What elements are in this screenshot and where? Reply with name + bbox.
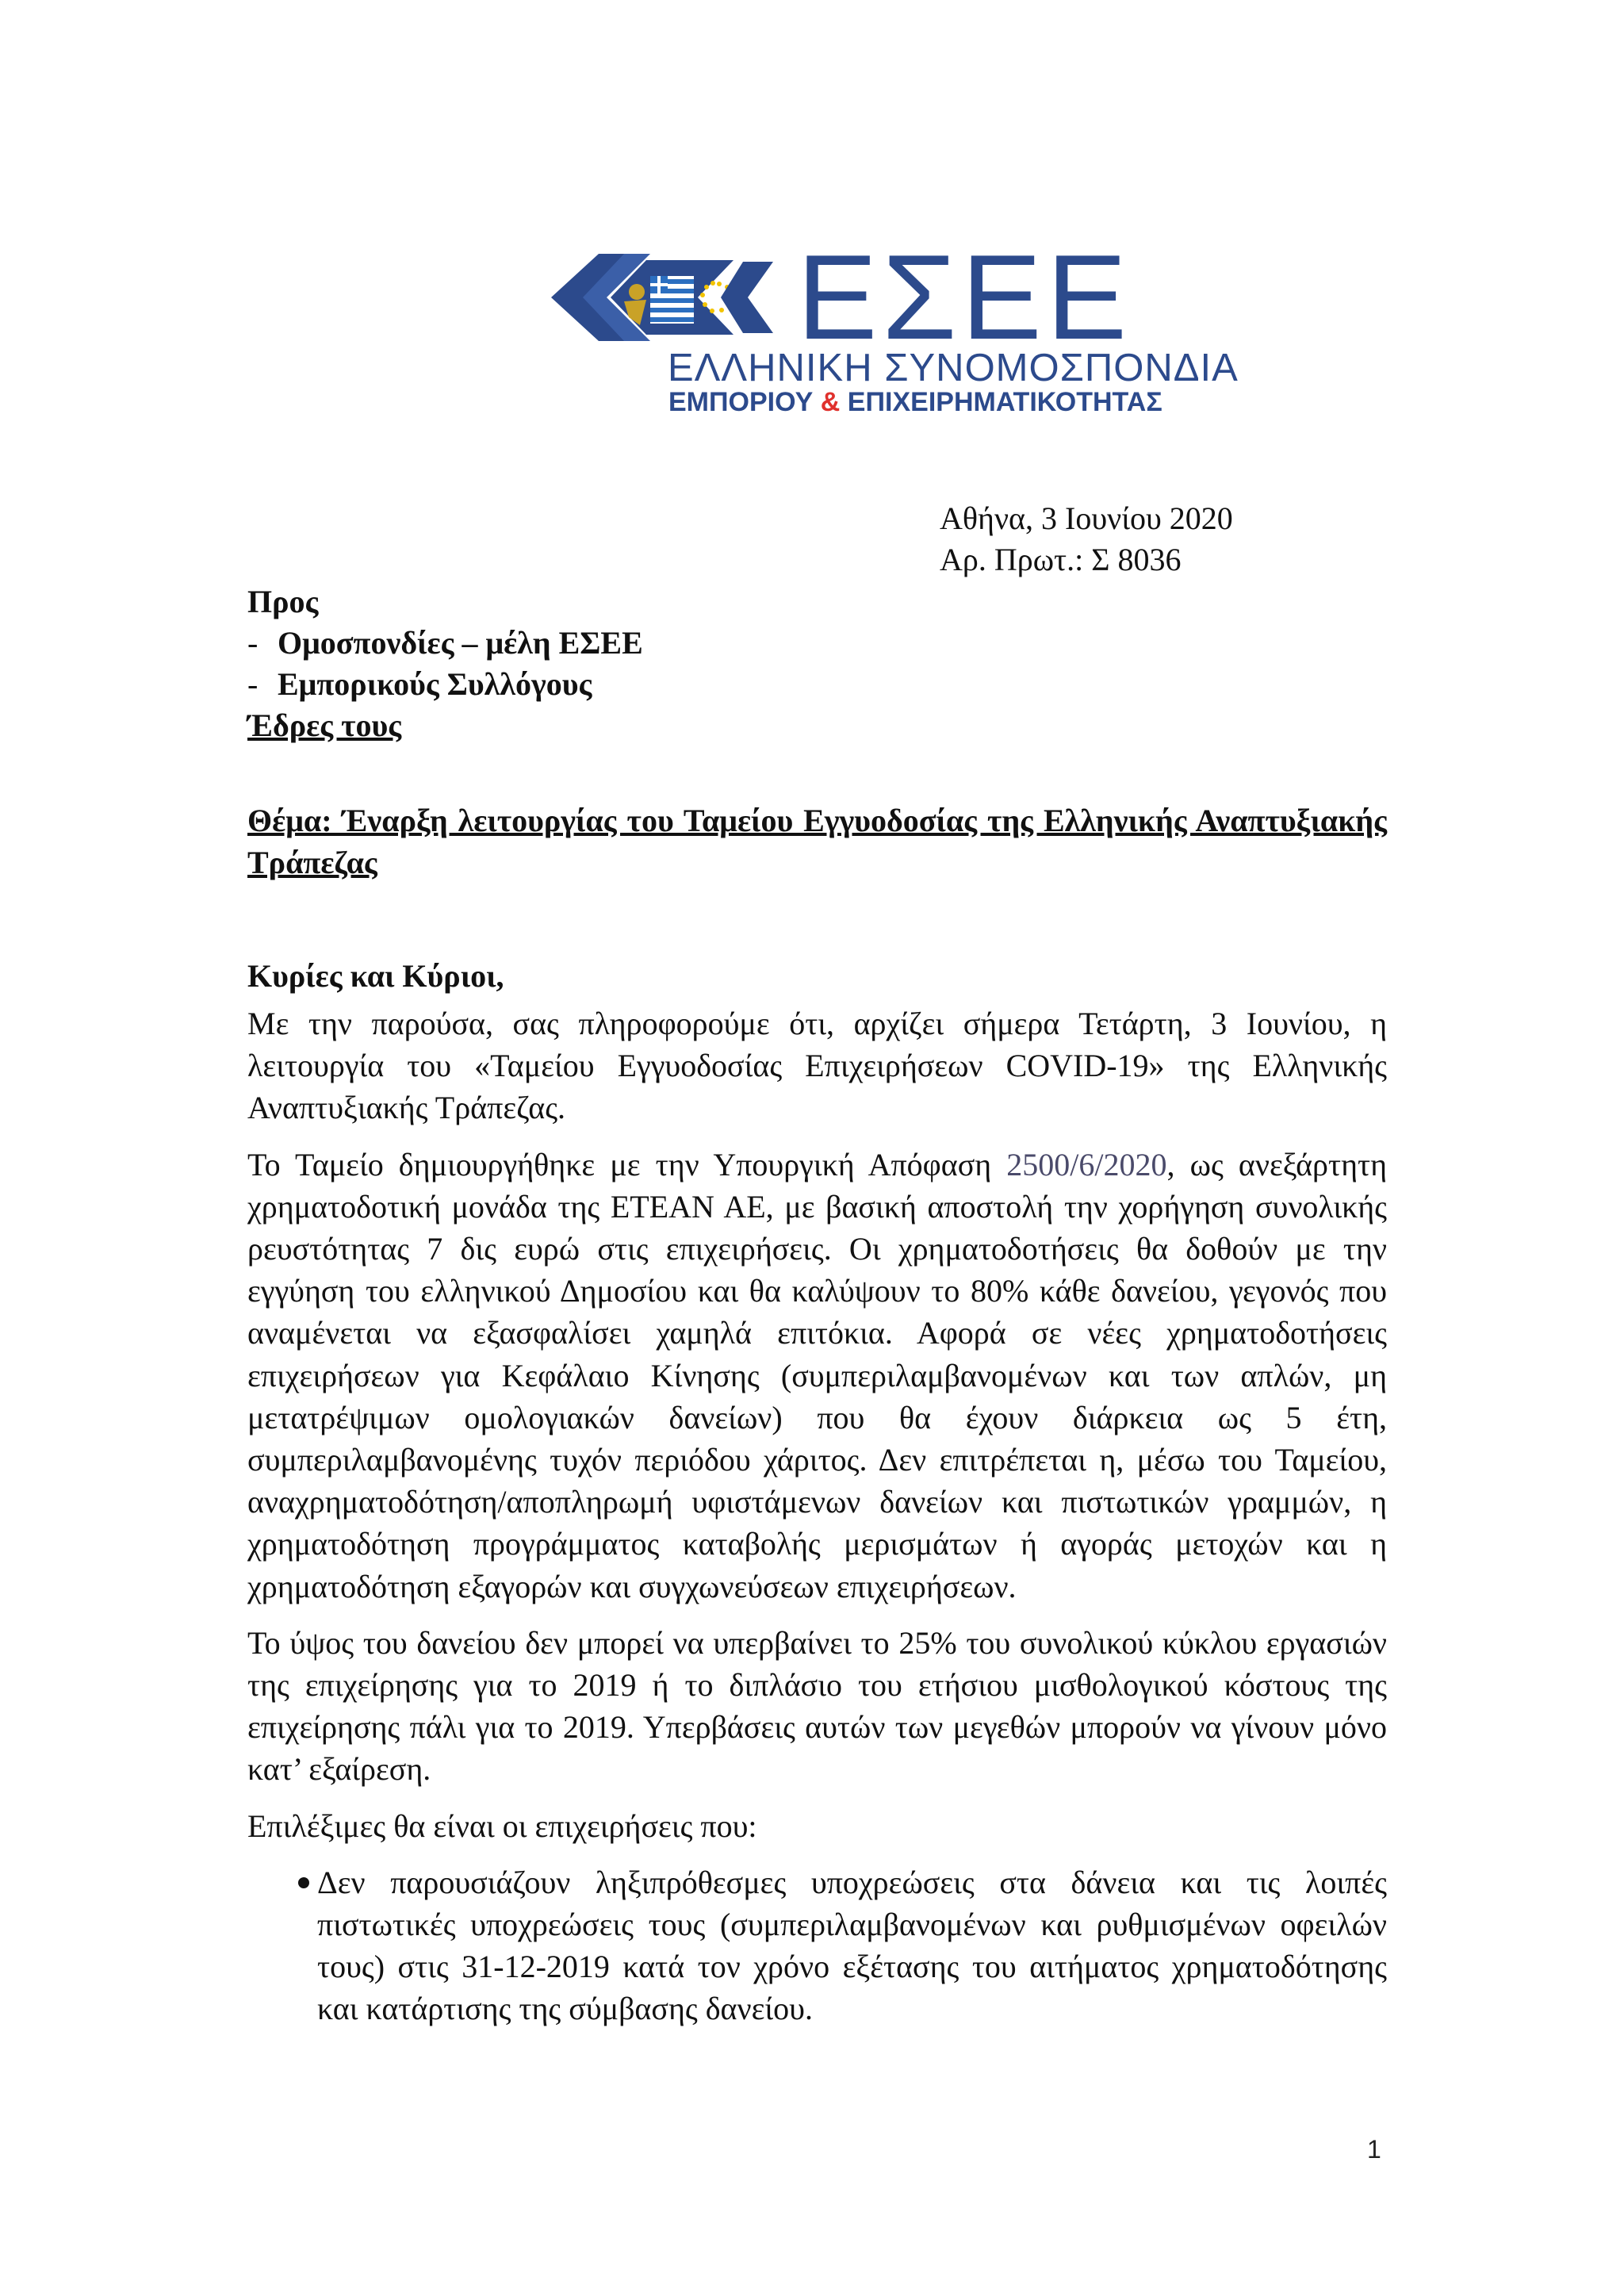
letter-body bbox=[247, 1002, 1387, 2030]
letter-date: Αθήνα, 3 Ιουνίου 2020 bbox=[940, 500, 1233, 536]
recipient-item-text: Ομοσπονδίες – μέλη ΕΣΕΕ bbox=[278, 625, 643, 661]
paragraph-2-start: Το Ταμείο δημιουργήθηκε με την Υπουργική Απόφαση bbox=[247, 1146, 1007, 1182]
recipients-to-label: Προς bbox=[247, 584, 319, 619]
logo-ampersand: & bbox=[820, 387, 841, 417]
page-number: 1 bbox=[1367, 2135, 1381, 2164]
recipient-item: - Ομοσπονδίες – μέλη ΕΣΕΕ bbox=[247, 625, 643, 661]
recipient-item: - Εμπορικούς Συλλόγους bbox=[247, 666, 592, 702]
logo-subtitle-line1: ΕΛΛΗΝΙΚΗ ΣΥΝΟΜΟΣΠΟΝΔΙΑ bbox=[668, 347, 1239, 389]
recipient-item-text: Εμπορικούς Συλλόγους bbox=[278, 666, 592, 702]
logo-chevron-icon bbox=[535, 238, 789, 357]
list-item bbox=[247, 1861, 1387, 2030]
paragraph-1: Με την παρούσα, σας πληροφορούμε ότι, αρχίζει σήμερα Τετάρτη, 3 Ιουνίου, η λειτουργία του «Ταμείου Εγγυοδοσίας Επιχειρήσεων COVID-19» της Ελληνικής Αναπτυξιακής Τράπεζας. bbox=[247, 1006, 1387, 1126]
logo-letters: ΕΣΕΕ bbox=[797, 230, 1132, 365]
bullet-icon bbox=[298, 1877, 309, 1888]
logo-line2-part1: ΕΜΠΟΡΙΟΥ bbox=[668, 387, 814, 417]
recipients-block bbox=[247, 581, 643, 746]
subject-line: Θέμα: Έναρξη λειτουργίας του Ταμείου Εγγυοδοσίας της Ελληνικής Αναπτυξιακής Τράπεζας bbox=[247, 803, 1387, 880]
decision-reference: 2500/6/2020 bbox=[1006, 1146, 1167, 1182]
paragraph-2 bbox=[247, 1144, 1387, 1608]
logo-line2-part2: ΕΠΙΧΕΙΡΗΜΑΤΙΚΟΤΗΤΑΣ bbox=[847, 387, 1162, 417]
esee-logo bbox=[535, 230, 1239, 420]
paragraph-3: Το ύψος του δανείου δεν μπορεί να υπερβαίνει το 25% του συνολικού κύκλου εργασιών της επιχείρησης για το 2019 ή το διπλάσιο του ετήσιου μισθολογικού κόστους της επιχείρησης πάλι για το 2019. Υπερβάσεις αυτών των μεγεθών μπορούν να γίνουν μόνο κατ’ εξαίρεση. bbox=[247, 1624, 1387, 1788]
eligibility-list bbox=[247, 1861, 1387, 2030]
logo-subtitle-line2 bbox=[668, 387, 1162, 417]
protocol-number: Αρ. Πρωτ.: Σ 8036 bbox=[940, 542, 1182, 577]
date-block bbox=[940, 498, 1233, 581]
paragraph-2-rest: , ως ανεξάρτητη χρηματοδοτική μονάδα της ΕΤΕΑΝ ΑΕ, με βασική αποστολή την χορήγηση συνολικής ρευστότητας 7 δις ευρώ στις επιχειρήσεις. Οι χρηματοδοτήσεις θα δοθούν με την εγγύηση του ελληνικού Δημοσίου και θα καλύψουν το 80% κάθε δανείου, γεγονός που αναμένεται να εξασφαλίσει χαμηλά επιτόκια. Αφορά σε νέες χρηματοδοτήσεις επιχειρήσεων για Κεφάλαιο Κίνησης (συμπεριλαμβανομένων και των απλών, μη μετατρέψιμων ομολογιακών δανείων) που θα έχουν διάρκεια ως 5 έτη, συμπεριλαμβανομένης τυχόν περιόδου χάριτος. Δεν επιτρέπεται η, μέσω του Ταμείου, αναχρηματοδότηση/αποπληρωμή υφιστάμενων δανείων και πιστωτικών γραμμών, η χρηματοδότηση προγράμματος καταβολής μερισμάτων ή αγοράς μετοχών και η χρηματοδότηση εξαγορών και συγχωνεύσεων επιχειρήσεων. bbox=[247, 1146, 1387, 1604]
recipients-seats: Έδρες τους bbox=[247, 707, 402, 743]
paragraph-4: Επιλέξιμες θα είναι οι επιχειρήσεις που: bbox=[247, 1807, 757, 1844]
list-item-text: Δεν παρουσιάζουν ληξιπρόθεσμες υποχρεώσεις στα δάνεια και τις λοιπές πιστωτικές υποχρεώσεις τους (συμπεριλαμβανομένων και ρυθμισμένων οφειλών τους) στις 31-12-2019 κατά τον χρόνο εξέτασης του αιτήματος χρηματοδότησης και κατάρτισης της σύμβασης δανείου. bbox=[317, 1864, 1387, 2027]
greeting: Κυρίες και Κύριοι, bbox=[247, 958, 504, 994]
